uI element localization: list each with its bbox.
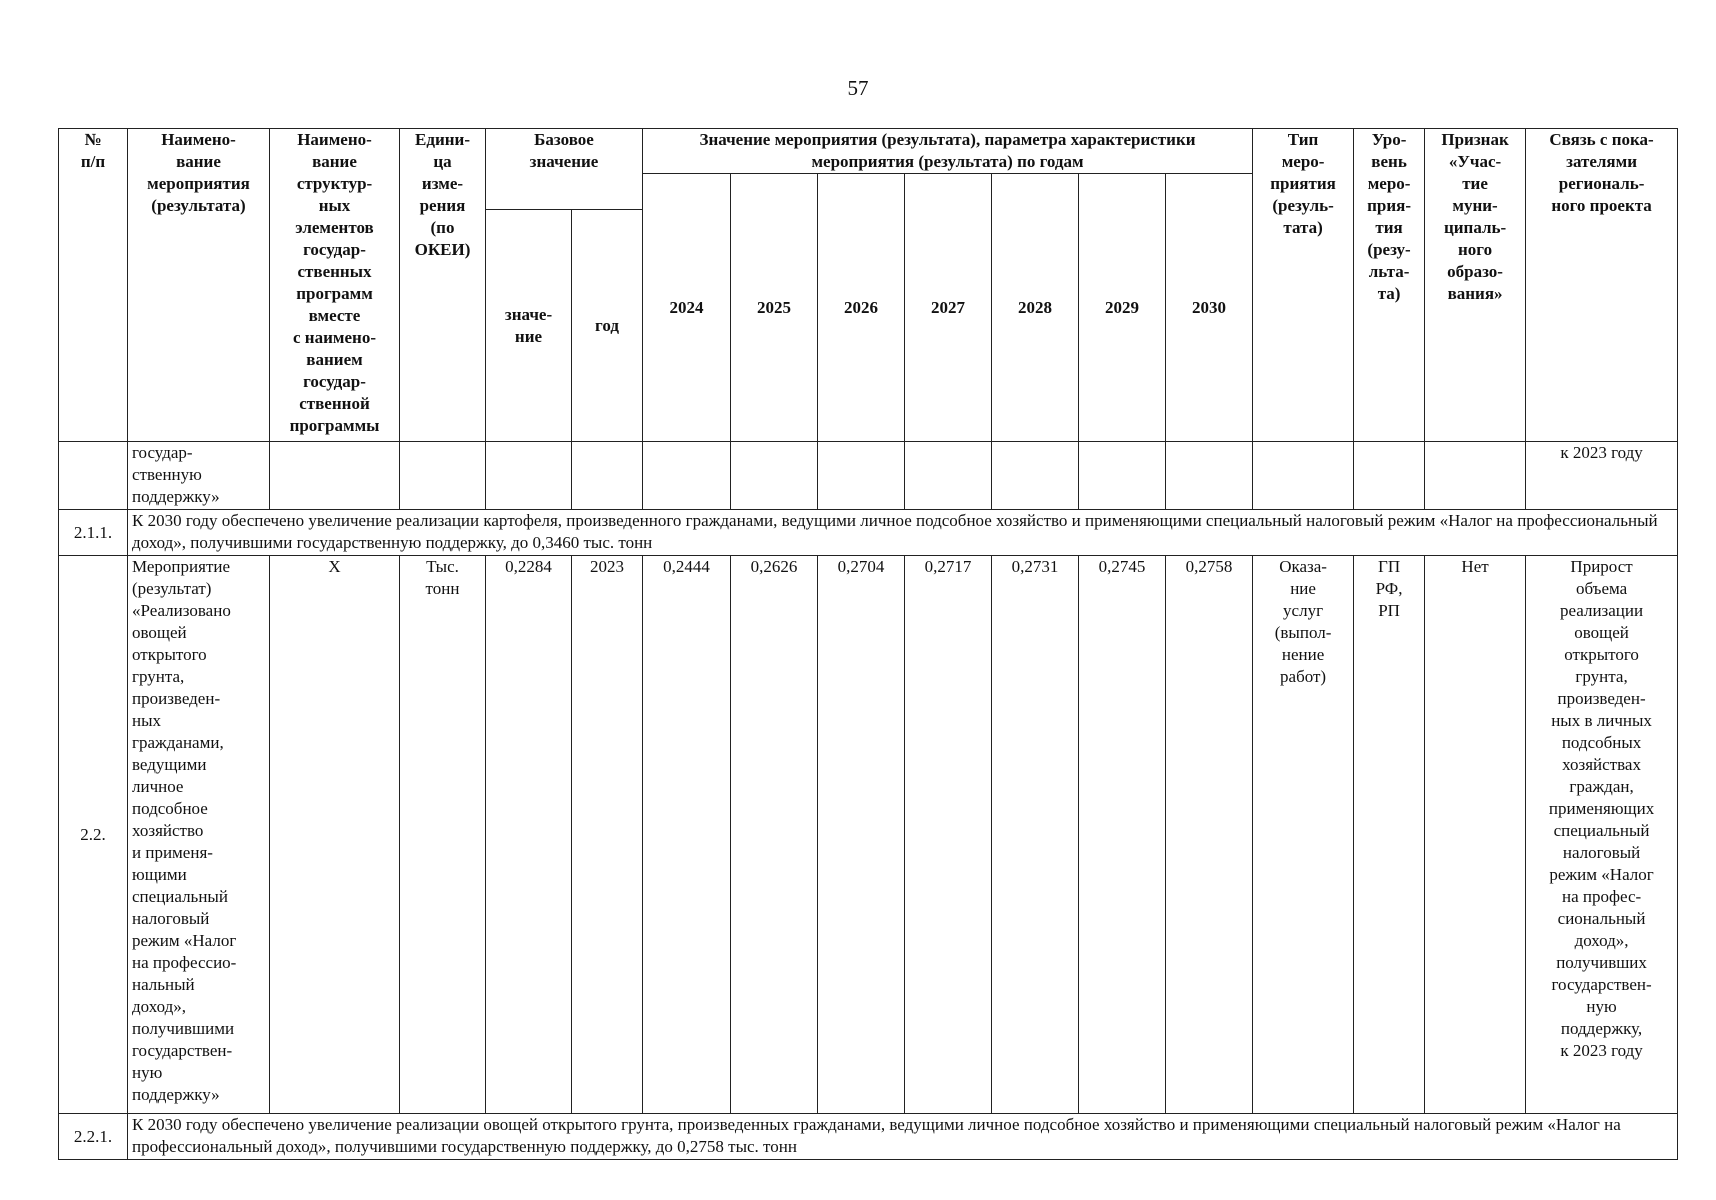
- cell-level: ГП РФ, РП: [1354, 556, 1425, 1114]
- cell-base-year: 2023: [572, 556, 643, 1114]
- cell-value-2028: [992, 442, 1079, 510]
- results-table: [58, 128, 1678, 1160]
- table-row-continuation: [59, 442, 1678, 510]
- header-year-2026: 2026: [818, 174, 905, 442]
- header-year-2027: 2027: [905, 174, 992, 442]
- cell-number: 2.2.: [59, 556, 128, 1114]
- cell-base-value: 0,2284: [486, 556, 572, 1114]
- header-link: Связь с пока- зателями региональ- ного проекта: [1526, 129, 1678, 442]
- cell-value-2030: 0,2758: [1166, 556, 1253, 1114]
- cell-name: Мероприятие (результат) «Реализовано овощей открытого грунта, произведен- ных гражданами, ведущими личное подсобное хозяйство и применя- ющими специальный налоговый режим «Налог на профессио- нальный доход», получившими государствен- ную поддержку»: [128, 556, 270, 1114]
- table-row-2-2: [59, 556, 1678, 1114]
- cell-base-value: [486, 442, 572, 510]
- cell-type: [1253, 442, 1354, 510]
- header-year-2029: 2029: [1079, 174, 1166, 442]
- table-row-2-1-1: [59, 510, 1678, 556]
- header-base-year: год: [572, 210, 643, 442]
- header-level: Уро- вень меро- прия- тия (резу- льта- та): [1354, 129, 1425, 442]
- header-name: Наимено- вание мероприятия (результата): [128, 129, 270, 442]
- cell-value-2026: [818, 442, 905, 510]
- cell-type: Оказа- ние услуг (выпол- нение работ): [1253, 556, 1354, 1114]
- cell-value-2029: 0,2745: [1079, 556, 1166, 1114]
- cell-number: 2.1.1.: [59, 510, 128, 556]
- cell-summary-text: К 2030 году обеспечено увеличение реализации картофеля, произведенного гражданами, ведущими личное подсобное хозяйство и применяющими специальный налоговый режим «Налог на профессиональный доход», получившими государственную поддержку, до 0,3460 тыс. тонн: [128, 510, 1678, 556]
- header-number: № п/п: [59, 129, 128, 442]
- cell-struct: [270, 442, 400, 510]
- cell-struct: Х: [270, 556, 400, 1114]
- cell-base-year: [572, 442, 643, 510]
- cell-value-2027: [905, 442, 992, 510]
- cell-value-2024: [643, 442, 731, 510]
- cell-value-2025: [731, 442, 818, 510]
- header-year-2028: 2028: [992, 174, 1079, 442]
- header-base-value: значе- ние: [486, 210, 572, 442]
- cell-value-2025: 0,2626: [731, 556, 818, 1114]
- header-year-2024: 2024: [643, 174, 731, 442]
- cell-value-2024: 0,2444: [643, 556, 731, 1114]
- cell-value-2030: [1166, 442, 1253, 510]
- header-values-by-year: Значение мероприятия (результата), параметра характеристики мероприятия (результата) по годам: [643, 129, 1253, 174]
- cell-link: Прирост объема реализации овощей открытого грунта, произведен- ных в личных подсобных хозяйствах граждан, применяющих специальный налоговый режим «Налог на профес- сиональный доход», получивших государствен- ную поддержку, к 2023 году: [1526, 556, 1678, 1114]
- header-unit: Едини- ца изме- рения (по ОКЕИ): [400, 129, 486, 442]
- cell-value-2029: [1079, 442, 1166, 510]
- cell-value-2026: 0,2704: [818, 556, 905, 1114]
- cell-municipal: [1425, 442, 1526, 510]
- cell-municipal: Нет: [1425, 556, 1526, 1114]
- cell-unit: Тыс. тонн: [400, 556, 486, 1114]
- cell-number: [59, 442, 128, 510]
- cell-number: 2.2.1.: [59, 1114, 128, 1160]
- header-base: Базовое значение: [486, 129, 643, 210]
- table-row-2-2-1: [59, 1114, 1678, 1160]
- header-year-2030: 2030: [1166, 174, 1253, 442]
- header-municipal: Признак «Учас- тие муни- ципаль- ного образо- вания»: [1425, 129, 1526, 442]
- page-number: 57: [847, 76, 869, 100]
- cell-level: [1354, 442, 1425, 510]
- header-row-1: [59, 129, 1678, 174]
- header-type: Тип меро- приятия (резуль- тата): [1253, 129, 1354, 442]
- cell-value-2027: 0,2717: [905, 556, 992, 1114]
- cell-name: государ- ственную поддержку»: [128, 442, 270, 510]
- cell-summary-text: К 2030 году обеспечено увеличение реализации овощей открытого грунта, произведенных гражданами, ведущими личное подсобное хозяйство и применяющими специальный налоговый режим «Налог на профессиональный доход», получившими государственную поддержку, до 0,2758 тыс. тонн: [128, 1114, 1678, 1160]
- header-year-2025: 2025: [731, 174, 818, 442]
- cell-link: к 2023 году: [1526, 442, 1678, 510]
- cell-unit: [400, 442, 486, 510]
- header-structural-elements: Наимено- вание структур- ных элементов государ- ственных программ вместе с наимено- ванием государ- ственной программы: [270, 129, 400, 442]
- cell-value-2028: 0,2731: [992, 556, 1079, 1114]
